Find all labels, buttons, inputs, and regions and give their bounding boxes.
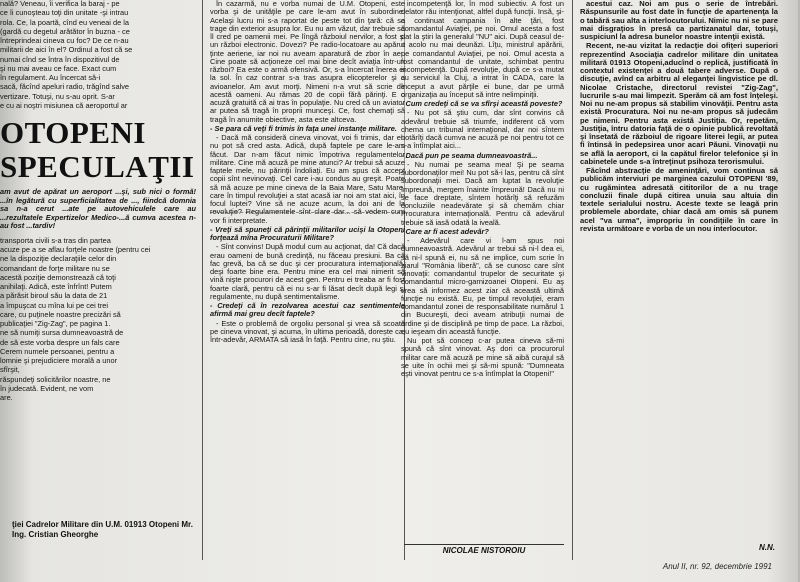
paragraph: - Dacă mă consideră cineva vinovat, voi fi trimis, dar eu nu pot să cred asta. Adică, după faptele pe care le-am făcut. Dar n-am făcut nimic împotriva regulamentelor militare. Cine mă acuză pe mine atunci? Ar trebui să acuze faptele mele, nu părinţii îndoliaţi. Eu am spus că accept copii sînt nevinovaţi. Cel care i-au condus au greşit. Poate să mă acuze pe mine cineva de la Baia Mare, Satu Mare, care în timpul revoluţiei a stat acasă iar noi am stat aici, în focul luptei? Vine să ne acuze acum, la doi ani de la revoluţie? Regulamentele sînt clare dar... să vedem cum vor fi interpretate. (210, 133, 405, 225)
column-4-body-text (580, 0, 778, 233)
column-1 (0, 0, 196, 545)
paragraph: - Se para că veţi fi trimis în faţa unei instanţe militare. (210, 123, 397, 133)
paragraph: acuze pe a se aflau forţele noastre (pentru cei (0, 245, 151, 255)
paragraph: sacă, făcînd apeluri radio, trăgînd salve (0, 82, 130, 92)
paragraph: - Credeţi că în rezolvarea acestui caz sentimentele afirmă mai greu decît faptele? (210, 301, 405, 319)
paragraph: - Vreţi să spuneţi că părinţii militarilor ucişi la Otopeni forţează mîna Procuraturii Militare? (210, 224, 405, 242)
paragraph: Nu pot să concep c-ar putea cineva să-mi spună că sînt vinovat. Aş dori ca procurorul militar care mă acuză pe mine să aibă curajul să se uite în ochii mei şi să-mi spună: "Dumneata eşti vinovat pentru ce s-a întîmplat la Otopeni!" (401, 336, 564, 378)
paragraph: incompetenţă lor, în mod subiectiv. A fost un delator rău intenţionat, altfel după funcţii. Insă, şi-a continuat campania în alte ţări, fost comandantul Aviaţiei, pe noi. Omul acesta a fost dat la ştiri la generalul "NU" aici. După ceasul de-u acolo nu mai deunăzi. Lîţu, ministrul apărării, pe comandantul Aviaţiei, pe noi. Omul acesta a fost comandantul de unitate, schimbat pentru incompetenţă. După revoluţie, după ce s-a mutat cu serviciul la Cluj, a intrat în CADA, care la început a avut părţile ei bune, dar pe urmă organizaţia au început să intre nelimpiniţii. (401, 0, 564, 99)
paragraph: şi nu mai aveau ce face. Exact cum (0, 63, 117, 73)
paragraph: răspundeţi solicitărilor noastre, ne (0, 374, 111, 384)
paragraph: a împuşcat cu mîna lui pe cei trei (0, 300, 109, 310)
column-3-body-text (401, 0, 564, 378)
paragraph: lomnie şi prejudiciere morală a unor (0, 356, 118, 366)
paragraph: nală? Veneau, îi verifica la baraj - pe (0, 0, 120, 8)
column-2-body-text (210, 0, 405, 344)
column-4 (580, 0, 778, 560)
paragraph: comandant de forţe militare nu se (0, 263, 110, 273)
paragraph: - Sînt convins! După modul cum au acţionat, da! Că dacă erau oameni de bună credinţă, nu făceau presiuni. Ba că fac grevă, ba că se duc şi cer procuratura internaţională, deşi foarte bine era. Pentru mine era cel mai nimerit să vină nişte procurori de acest gen. Pentru ei treaba ar fi fost foarte clară, pentru că ei nu s-ar fi lăsat decît după legi şi regulamente, nu după sentimentalisme. (210, 242, 405, 301)
paragraph: - Nu pot să ştiu cum, dar sînt convins că adevărul trebuie să triumfe, indiferent că vom chema un tribunal internaţional, dar noi sîntem hotărîţi dacă cumva ne acuză pe noi pentru tot ce s-a întîmplat aici... (401, 108, 564, 151)
paragraph: Făcînd abstracţie de ameninţări, vom continua să publicăm interviuri pe marginea cazului OTOPENI '89, cu rugămintea adresată cititorilor de a nu trage concluzii finale după citirea unuia sau altuia din textele serialului nostru. Aceste texte se leagă prin problemele abordate, chiar dacă am omis să punem acel "va urma", impropriu în condiţiile în care în revista următoare e vorba de un nou interlocutor. (580, 166, 778, 233)
paragraph: întreprindeai cineva cu foc? De ce n-au (0, 36, 129, 45)
column-1-top-text (0, 0, 196, 110)
article-headline (0, 116, 196, 184)
paragraph: - Cum credeţi că se va sfîrşi această poveste? (401, 99, 563, 108)
paragraph: numai cînd se întra în dispozitivul de (0, 54, 120, 64)
paragraph: are. (0, 393, 13, 403)
paragraph: anihilaţi. Adică, este înfrînt! Putem (0, 282, 112, 292)
article-lead: am avut de apărat un aeroport ...şi, sub nici o formă! ...în legătură cu superficialitatea de ..., fiindcă domnia sa n-a cerut ...ate pe autovehiculele care au ...rezultatele Expertizelor Medico-...ă cumva acestea n-au fost ...tardiv! (0, 187, 196, 231)
headline-line-2: SPECULAŢII (0, 149, 195, 184)
paragraph: (gardă cu degetul arătător în buzna - ce (0, 26, 130, 36)
headline-line-1: OTOPENI (0, 115, 146, 150)
paragraph: - Nu numai pe seama mea! Şi pe seama subordonaţilor mei! Nu pot să-i las, pentru că sînt subordonaţii mei. Dacă am luptat la revoluţie împreună, mergem înainte împreună! Dacă nu ni se face dreptate, sîntem hotărîţi să refuzăm concluziile neadevărate şi să chemăm chiar Procuratura internaţională. Pentru că adevărul trebuie să iasă odată la iveală. (401, 159, 564, 227)
paragraph: ne la dispoziţie declaraţiile celor din (0, 254, 117, 264)
paragraph: - Dacă pun pe seama dumneavoastră... (401, 150, 538, 160)
column-1-body-text (0, 237, 196, 403)
issue-line: Anul II, nr. 92, decembrie 1991 (662, 562, 772, 571)
paragraph: - Adevărul care vi l-am spus noi dumneavoastră. Adevărul ar trebui să ni-l dea ei, să ni-l spună ei, nu să ne implice, cum scrie în ziarul "România liberă", că se cunosc care sînt vinovaţii: comandantul trupelor de securitate şi comandantul micro-garnizoanei Otopeni. Eu aş vrea să informez acest ziar că această ultimă funcţie nu există. Eu, pe timpul revoluţiei, eram comandantul zonei de responsabilitate numărul 1 din Bucureşti, deci aveam atribuţii numai de ordine şi de disciplină pe timp de pace. La război, eu ieşeam din această funcţie. (401, 236, 564, 336)
paragraph: acestă poziţie demonstrează că toţi (0, 272, 116, 282)
column-3 (401, 0, 564, 558)
paragraph: sfîrşit, (0, 365, 20, 375)
paragraph: rola. Ce, la poartă, cînd eu veneai de la (0, 17, 130, 27)
paragraph: - Care ar fi acest adevăr? (401, 226, 489, 236)
paragraph: acestui caz. Noi am pus o serie de întrebări. Răspunsurile au fost date în funcţie de apartenenţa la o tabără sau alta a interlocutorului. Nimic nu ni se pare mai disgraţios în presă ca partizanatul dar, totuşi, suspiciunl la adresa bunelor noastre intenţii există. (580, 0, 778, 41)
paragraph: publicaţiei "Zig-Zag", pe pagina 1. (0, 319, 111, 329)
paragraph: ne să numiţi sursa dumneavoastră de (0, 328, 124, 338)
column-1-signature: ţiei Cadrelor Militare din U.M. 01913 Otopeni Mr. Ing. Cristian Gheorghe (12, 520, 193, 539)
paragraph: ce îi cunoşteau toţi din unitate -şi intrau (0, 8, 129, 18)
paragraph: transporta civili s-a tras din partea (0, 235, 111, 245)
column-rule-3 (572, 0, 573, 560)
paragraph: e cu ai noştri misiunea că aeroportul ar (0, 100, 128, 110)
column-2 (210, 0, 405, 555)
column-4-signature: N.N. (759, 543, 775, 552)
column-rule-1 (202, 0, 203, 560)
paragraph: În cazarmă, nu e vorba numai de U.M. Otopeni, este vorba şi de unităţile pe care le-am avut în subordine. Acelaşi lucru mi s-a raportat de peste tot din ţară: că se trage din exterior asupra lor. Eu nu am văzut, dar trebuie să îl cred pe oamenii mei. Pe lîngă războiul nervilor, a fost şi un război electronic. Dovezi? Pe radio-locatoare au apărut ţinte aeriene, iar noi nu aveam aparatură de zbor în aer. Cine poate să acţioneze cel mai bine decît aviaţia într-un război? Ea este o armă ofensivă. Or, s-a încercat înerea ei la sol. În caz contrar s-a tras asupra elicopterelor şi a avioanelor. Am avut morţi. Nimeni n-a vrut să scrie de acestă oameni. Au rămas 20 de copii fără părinţi. E o acuză gratuită că ai tras în populaţie. Nu cred că un aviator ar putea să tragă în proprii munceşi. Ce, fost chemaţi să tragă în anumite obiective, asta este altceva. (210, 0, 405, 124)
column-3-signature: NICOLAE NISTOROIU (404, 544, 564, 556)
paragraph: în regulament. Au încercat să-i (0, 73, 101, 82)
paragraph: militarii de aici în el? Ordinul a fost că se (0, 45, 133, 55)
paragraph: în judecată. Evident, ne vom (0, 383, 94, 393)
paragraph: - Este o problemă de orgoliu personal şi vrea să scoată pe cineva vinovat, şi acuma, în ultima perioadă, dorește ca, într-adevăr, ARMATA să iasă în faţă. Pentru cine, nu ştiu. (210, 318, 405, 344)
paragraph: a părăsit biroul său la data de 21 (0, 291, 108, 301)
paragraph: de să este vorba despre un fals care (0, 337, 120, 347)
paragraph: care, cu puţinele noastre precizări să (0, 309, 121, 319)
paragraph: vertizare. Totuşi, nu s-au oprit. S-ar (0, 91, 115, 101)
paragraph: Recent, ne-au vizitat la redacţie doi ofiţeri superiori reprezentînd Asociaţia cadrelor militare din unitatea militară 01913 Otopeni,aducînd o replică, justificată în contextul existenţei a două tabere adverse. După o discuţie, avînd ca arbitru al eleganţei lingvistice pe dl. Nicolae Cristache, directorul revistei "Zig-Zag", lucrurile s-au mai limpezit. Sperăm că am fost înţeleşi. Noi nu ne-am propus să stabilim vinovăţii. Pentru asta există Procuratura. Noi nu ne-am propus să judecăm pe nimeni. Pentru asta există Justiţia. Or, repetăm, Justiţia, întru datoria faţă de o opinie publică revoltată şi însetată de războiul de rigoare literei legii, ar putea fi întinsă în pedepsirea unor acari Păuni. Vinovaţii nu se află la aeroport, ci la capătul firelor telefonice şi în cabinetele unde s-a întreţinut psihoza terorismului. (580, 41, 778, 166)
paragraph: Cerem numele persoanei, pentru a (0, 346, 115, 356)
